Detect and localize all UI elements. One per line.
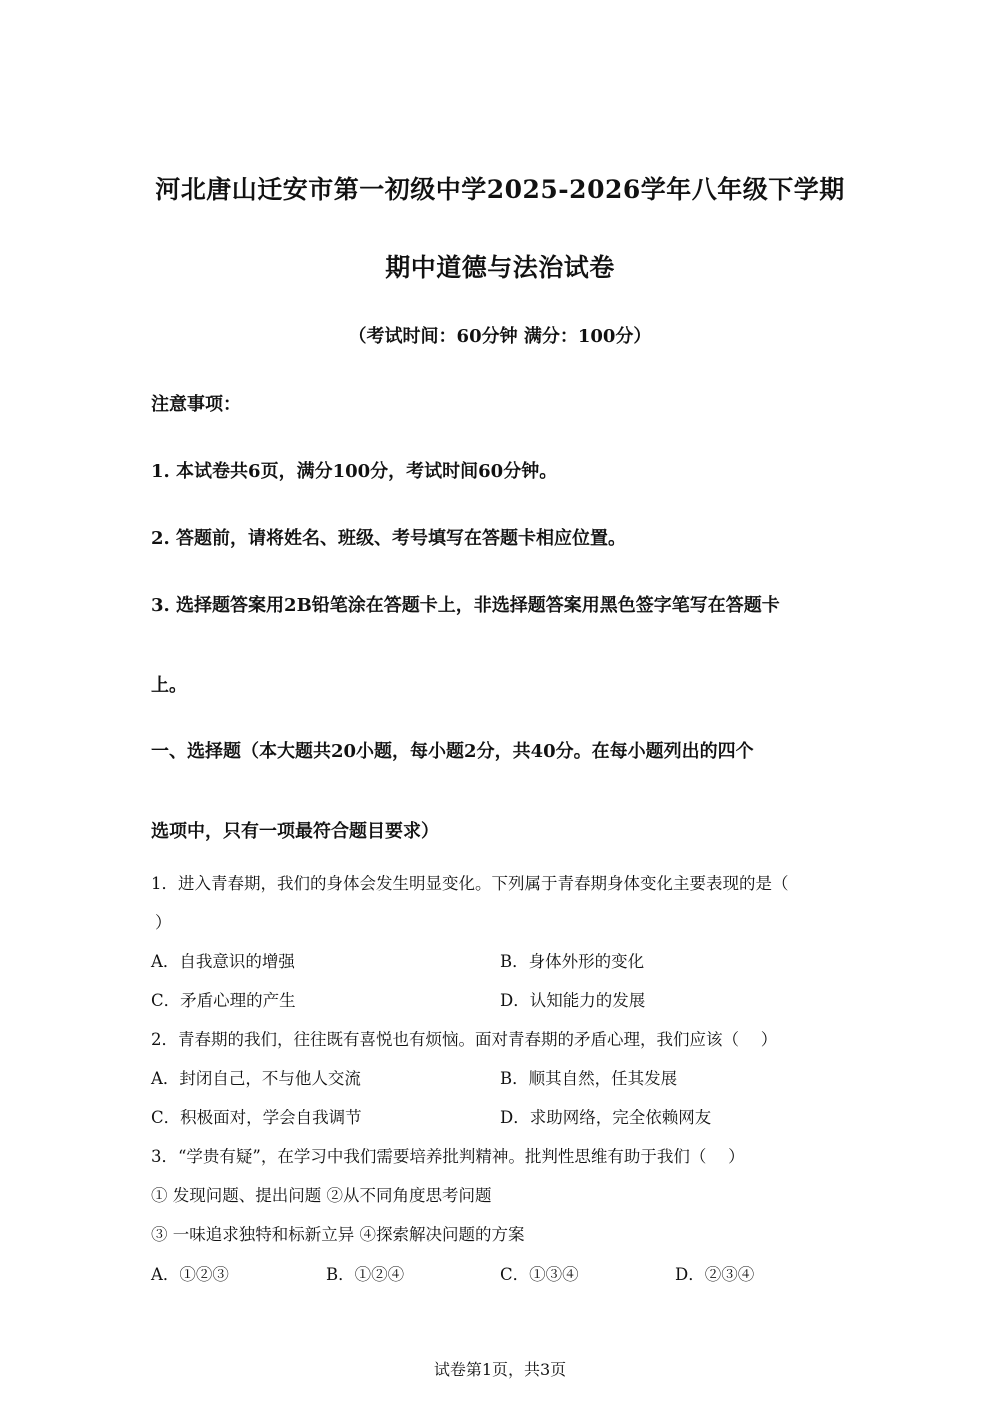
- question-3-option-a: A．①②③: [151, 1265, 229, 1284]
- question-3-statements-1: ① 发现问题、提出问题 ②从不同角度思考问题: [151, 1186, 492, 1205]
- question-2-option-d: D．求助网络，完全依赖网友: [500, 1108, 712, 1127]
- exam-title-line1: 河北唐山迁安市第一初级中学2025-2026学年八年级下学期: [155, 175, 845, 204]
- question-1-option-a: A．自我意识的增强: [151, 952, 295, 971]
- question-3-option-d: D．②③④: [675, 1265, 755, 1284]
- question-3-option-c: C．①③④: [500, 1265, 579, 1284]
- note-item-1: 1. 本试卷共6页，满分100分，考试时间60分钟。: [151, 461, 558, 482]
- note-item-3: 3. 选择题答案用2B铅笔涂在答题卡上，非选择题答案用黑色签字笔写在答题卡: [151, 595, 780, 616]
- question-1-stem: 1．进入青春期，我们的身体会发生明显变化。下列属于青春期身体变化主要表现的是（: [151, 874, 789, 893]
- exam-info: （考试时间：60分钟 满分：100分）: [348, 326, 652, 347]
- section-heading-line1: 一、选择题（本大题共20小题，每小题2分，共40分。在每小题列出的四个: [151, 741, 754, 762]
- question-1-option-d: D．认知能力的发展: [500, 991, 646, 1010]
- notes-heading: 注意事项：: [151, 394, 241, 415]
- question-2-option-b: B．顺其自然，任其发展: [500, 1069, 678, 1088]
- question-1-option-b: B．身体外形的变化: [500, 952, 645, 971]
- page-footer: 试卷第1页，共3页: [433, 1360, 567, 1379]
- section-heading-line2: 选项中，只有一项最符合题目要求）: [151, 821, 439, 842]
- question-3-stem: 3．“学贵有疑”，在学习中我们需要培养批判精神。批判性思维有助于我们（ ）: [151, 1147, 745, 1166]
- question-2-option-a: A．封闭自己，不与他人交流: [151, 1069, 361, 1088]
- question-1-option-c: C．矛盾心理的产生: [151, 991, 296, 1010]
- question-3-option-b: B．①②④: [326, 1265, 405, 1284]
- question-2-stem: 2．青春期的我们，往往既有喜悦也有烦恼。面对青春期的矛盾心理，我们应该（ ）: [151, 1030, 778, 1049]
- note-item-3-continued: 上。: [151, 675, 187, 696]
- question-1-stem-end: ）: [155, 913, 172, 932]
- exam-title-line2: 期中道德与法治试卷: [385, 253, 615, 282]
- question-3-statements-2: ③ 一味追求独特和标新立异 ④探索解决问题的方案: [151, 1225, 525, 1244]
- note-item-2: 2. 答题前，请将姓名、班级、考号填写在答题卡相应位置。: [151, 528, 627, 549]
- question-2-option-c: C．积极面对，学会自我调节: [151, 1108, 362, 1127]
